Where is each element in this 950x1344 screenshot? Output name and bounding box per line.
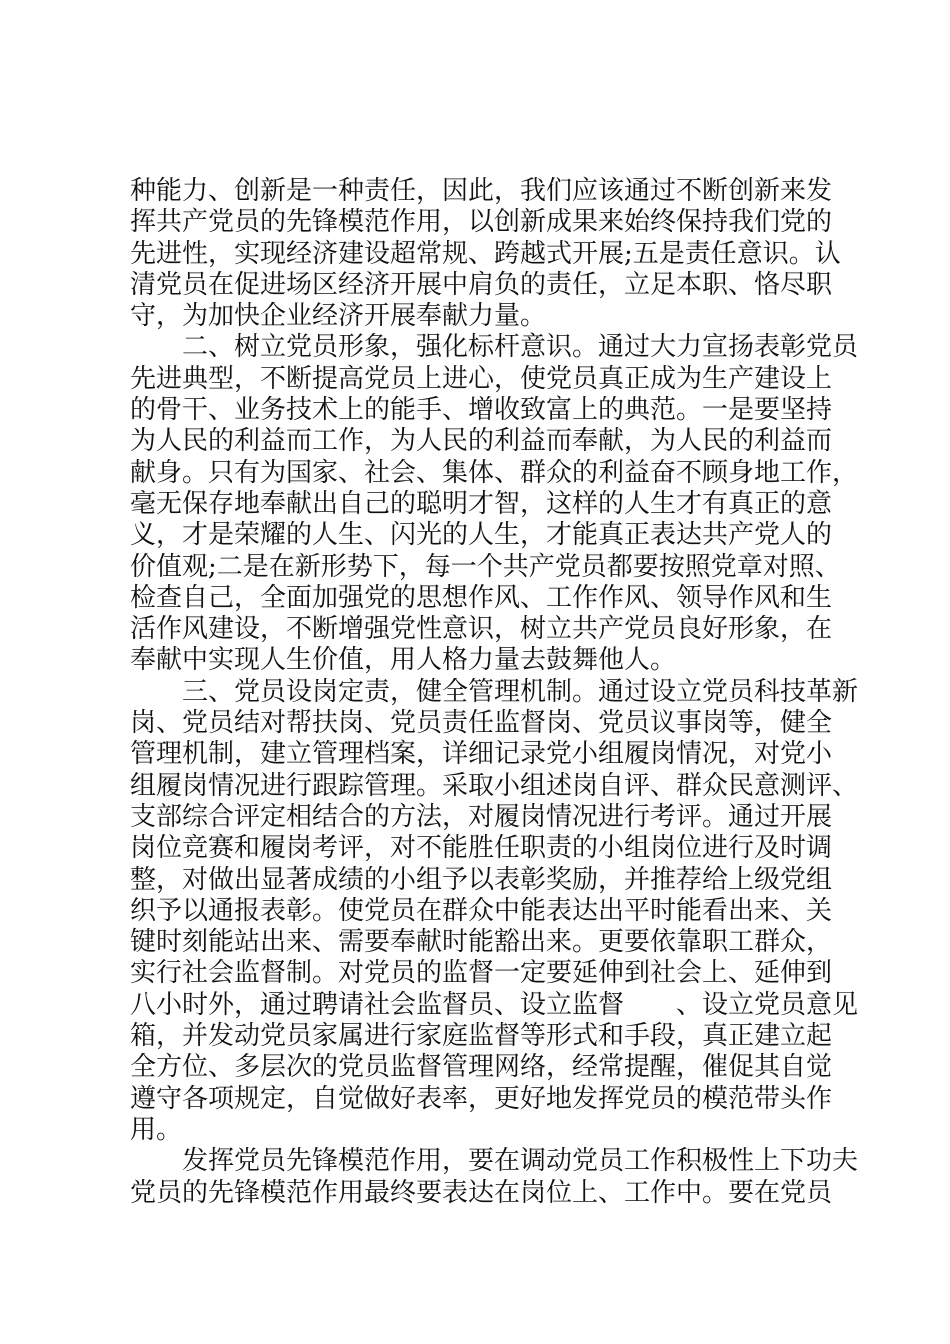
text-line: 清党员在促进场区经济开展中肩负的责任，立足本职、恪尽职 — [130, 269, 833, 300]
text-line: 遵守各项规定，自觉做好表率，更好地发挥党员的模范带头作 — [130, 1083, 833, 1114]
text-line: 为人民的利益而工作，为人民的利益而奉献，为人民的利益而 — [130, 426, 833, 457]
text-line: 先进性，实现经济建设超常规、跨越式开展;五是责任意识。认 — [130, 238, 841, 269]
text-line: 的骨干、业务技术上的能手、增收致富上的典范。一是要坚持 — [130, 395, 833, 426]
text-line: 全方位、多层次的党员监督管理网络，经常提醒，催促其自觉 — [130, 1052, 833, 1083]
text-line: 种能力、创新是一种责任，因此，我们应该通过不断创新来发 — [130, 176, 833, 206]
text-line: 三、党员设岗定责，健全管理机制。通过设立党员科技革新 — [182, 676, 859, 707]
paragraph-4 — [130, 1146, 859, 1209]
text-line: 键时刻能站出来、需要奉献时能豁出来。更要依靠职工群众， — [130, 927, 833, 958]
text-line: 检查自己，全面加强党的思想作风、工作作风、领导作风和生 — [130, 582, 833, 613]
text-line: 价值观;二是在新形势下，每一个共产党员都要按照党章对照、 — [130, 551, 841, 582]
text-line: 织予以通报表彰。使党员在群众中能表达出平时能看出来、关 — [130, 895, 833, 926]
text-line: 守，为加快企业经济开展奉献力量。 — [130, 301, 547, 332]
text-line: 挥共产党员的先锋模范作用，以创新成果来始终保持我们党的 — [130, 207, 833, 238]
text-line: 支部综合评定相结合的方法，对履岗情况进行考评。通过开展 — [130, 801, 833, 832]
paragraph-2 — [130, 332, 859, 676]
text-line: 岗位竞赛和履岗考评，对不能胜任职责的小组岗位进行及时调 — [130, 833, 833, 864]
document-body — [130, 176, 859, 1209]
text-line: 箱，并发动党员家属进行家庭监督等形式和手段，真正建立起 — [130, 1021, 833, 1052]
text-line: 奉献中实现人生价值，用人格力量去鼓舞他人。 — [130, 645, 677, 676]
text-line: 先进典型，不断提高党员上进心，使党员真正成为生产建设上 — [130, 363, 833, 394]
text-line: 实行社会监督制。对党员的监督一定要延伸到社会上、延伸到 — [130, 958, 833, 989]
text-line: 二、树立党员形象，强化标杆意识。通过大力宣扬表彰党员 — [182, 332, 859, 363]
text-line: 用。 — [130, 1114, 183, 1145]
paragraph-1 — [130, 176, 841, 332]
text-line: 献身。只有为国家、社会、集体、群众的利益奋不顾身地工作， — [130, 457, 859, 488]
text-line: 整，对做出显著成绩的小组予以表彰奖励，并推荐给上级党组 — [130, 864, 833, 895]
text-line: 八小时外，通过聘请社会监督员、设立监督 、设立党员意见 — [130, 989, 859, 1020]
text-line: 发挥党员先锋模范作用，要在调动党员工作积极性上下功夫 — [182, 1146, 859, 1177]
text-line: 岗、党员结对帮扶岗、党员责任监督岗、党员议事岗等，健全 — [130, 708, 833, 739]
paragraph-3 — [130, 676, 859, 1146]
text-line: 活作风建设，不断增强党性意识，树立共产党员良好形象，在 — [130, 614, 833, 645]
text-line: 毫无保存地奉献出自己的聪明才智，这样的人生才有真正的意 — [130, 488, 833, 519]
text-line: 义，才是荣耀的人生、闪光的人生，才能真正表达共产党人的 — [130, 520, 833, 551]
text-line: 组履岗情况进行跟踪管理。采取小组述岗自评、群众民意测评、 — [130, 770, 859, 801]
text-line: 管理机制，建立管理档案，详细记录党小组履岗情况，对党小 — [130, 739, 833, 770]
text-line: 党员的先锋模范作用最终要表达在岗位上、工作中。要在党员 — [130, 1177, 833, 1208]
